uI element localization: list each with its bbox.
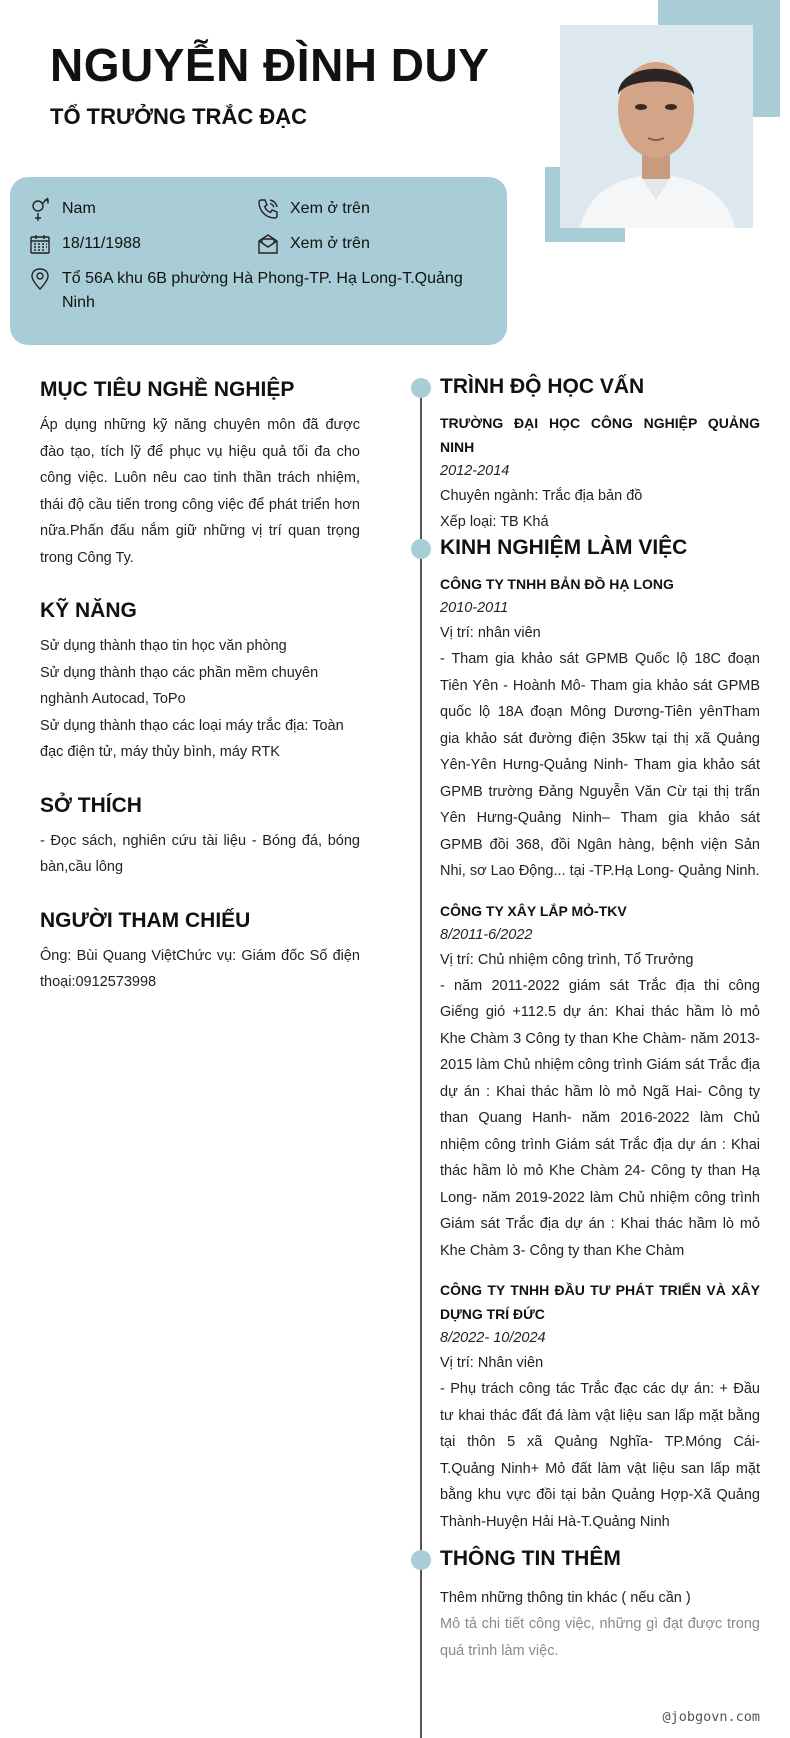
- job-description: - năm 2011-2022 giám sát Trắc địa thi công Giếng gió +112.5 dự án: Khai thác hầm lò mỏ Khe Chàm 3 Công ty than Khe Chàm- năm 2013-2015 làm Chủ nhiệm công trình Giám sát Trắc địa dự án : Khai thác hầm lò mỏ Ngã Hai- Công ty than Quang Hanh- năm 2016-2022 làm Chủ nhiệm công trình Giám sát Trắc địa dự án : Khai thác hầm lò mỏ Khe Chàm 24- Công ty than Hạ Long- năm 2019-2022 làm Chủ nhiệm công trình Giám sát Trắc địa dự án : Khai thác hầm lò mỏ Khe Chàm 3- Công ty than Khe Chàm: [440, 977, 760, 1259]
- skill-item: Sử dụng thành thạo các loại máy trắc địa: Toàn đạc điện tử, máy thủy bình, máy RTK: [40, 717, 344, 760]
- contact-gender: [28, 197, 96, 221]
- job-period: 8/2011-6/2022: [440, 926, 533, 943]
- job-period: 8/2022- 10/2024: [440, 1330, 546, 1346]
- job-company: CÔNG TY XÂY LẮP MỎ-TKV: [440, 902, 627, 919]
- experience-title: KINH NGHIỆM LÀM VIỆC: [440, 536, 688, 559]
- footer-watermark: @jobgovn.com: [662, 1709, 760, 1725]
- extra-section: [440, 1547, 760, 1664]
- profile-photo-illustration: [560, 25, 753, 228]
- timeline-line: [420, 388, 422, 1738]
- candidate-job-title: TỔ TRƯỞNG TRẮC ĐẠC: [50, 104, 307, 129]
- objective-section: [40, 378, 360, 571]
- left-column: [40, 378, 360, 1024]
- job-company: CÔNG TY TNHH BẢN ĐỒ HẠ LONG: [440, 576, 674, 592]
- envelope-icon: [256, 232, 280, 256]
- objective-text: Áp dụng những kỹ năng chuyên môn đã được đào tạo, tích lỹ để phục vụ hiệu quả tối đa cho công việc. Luôn nêu cao tinh thần trách nhiệm, thái độ cầu tiến trong công việc để phát triển hơn nữa.Phấn đấu nắm giữ những vị trí quan trọng trong Công Ty.: [40, 417, 360, 566]
- experience-job: [440, 1278, 760, 1535]
- job-position: Vị trí: Nhân viên: [440, 1355, 544, 1371]
- timeline-dot-experience: [411, 539, 431, 559]
- objective-title: MỤC TIÊU NGHỀ NGHIỆP: [40, 378, 295, 401]
- email-value: Xem ở trên: [290, 235, 370, 252]
- education-school: TRƯỜNG ĐẠI HỌC CÔNG NGHIỆP QUẢNG NINH: [440, 415, 760, 455]
- job-position: Vị trí: nhân viên: [440, 625, 541, 641]
- gender-icon: [28, 197, 52, 221]
- job-period: 2010-2011: [440, 600, 509, 616]
- gender-value: Nam: [62, 200, 96, 217]
- job-description: - Tham gia khảo sát GPMB Quốc lộ 18C đoạn Tiên Yên - Hoành Mô- Tham gia khảo sát GPMB quốc lộ 18A đoạn Mông Dương-Tiên yênTham gia khảo sát đường điện 35kw tại thị xã Quảng Yên-Yên Hưng-Quảng Ninh- Tham gia khảo sát GPMB trường Đảng Nguyễn Văn Cừ tại thị trấn Yên Hưng-Quảng Ninh– Tham gia khảo sát GPMB đồi 368, đồi Ngân hàng, bệnh viện Sản Nhi, sơ Lao Động... tại -TP.Hạ Long- Quảng Ninh.: [440, 651, 760, 879]
- hobbies-text: - Đọc sách, nghiên cứu tài liệu - Bóng đá, bóng bàn,cầu lông: [40, 832, 360, 875]
- education-title: TRÌNH ĐỘ HỌC VẤN: [440, 375, 645, 398]
- contact-dob: [28, 232, 141, 256]
- address-value: Tổ 56A khu 6B phường Hà Phong-TP. Hạ Long-T.Quảng Ninh: [62, 270, 463, 311]
- experience-section: [440, 536, 760, 1535]
- reference-section: [40, 909, 360, 996]
- profile-photo: [560, 25, 753, 228]
- education-major: Chuyên ngành: Trắc địa bản đồ: [440, 488, 643, 504]
- extra-line: Thêm những thông tin khác ( nếu cần ): [440, 1590, 691, 1606]
- extra-title: THÔNG TIN THÊM: [440, 1547, 621, 1570]
- skill-item: Sử dụng thành thạo các phần mềm chuyên nghành Autocad, ToPo: [40, 664, 319, 707]
- education-rank: Xếp loại: TB Khá: [440, 514, 549, 530]
- skill-item: Sử dụng thành thạo tin học văn phòng: [40, 638, 287, 654]
- hobbies-title: SỞ THÍCH: [40, 793, 142, 817]
- education-section: [440, 375, 760, 535]
- phone-value: Xem ở trên: [290, 200, 370, 217]
- dob-value: 18/11/1988: [62, 235, 141, 252]
- contact-box: [10, 177, 507, 345]
- timeline-dot-education: [411, 378, 431, 398]
- job-description: - Phụ trách công tác Trắc đạc các dự án: + Đầu tư khai thác đất đá làm vật liệu san lấp mặt bằng tại thôn 5 xã Quảng Nghĩa- TP.Móng Cái-T.Quảng Ninh+ Mỏ đất làm vật liệu san lấp mặt bằng khu vực đồi tại bản Quảng Hợp-Xã Quảng Thành-Huyện Hải Hà-T.Quảng Ninh: [440, 1381, 760, 1530]
- timeline-dot-extra: [411, 1550, 431, 1570]
- contact-phone: [256, 197, 370, 221]
- hobbies-section: [40, 794, 360, 881]
- education-period: 2012-2014: [440, 463, 510, 479]
- phone-icon: [256, 197, 280, 221]
- skills-title: KỸ NĂNG: [40, 599, 137, 622]
- job-position: Vị trí: Chủ nhiệm công trình, Tổ Trưởng: [440, 951, 694, 968]
- contact-email: [256, 232, 370, 256]
- location-pin-icon: [28, 267, 52, 291]
- experience-job: [440, 572, 760, 885]
- calendar-icon: [28, 232, 52, 256]
- experience-job: [440, 899, 760, 1265]
- contact-address: [28, 267, 488, 315]
- skills-section: [40, 599, 360, 766]
- reference-text: Ông: Bùi Quang ViệtChức vụ: Giám đốc Số điện thoại:0912573998: [40, 947, 360, 990]
- extra-hint: Mô tả chi tiết công việc, những gì đạt được trong quá trình làm việc.: [440, 1616, 760, 1659]
- reference-title: NGƯỜI THAM CHIẾU: [40, 908, 251, 932]
- candidate-name: NGUYỄN ĐÌNH DUY: [50, 39, 490, 91]
- job-company: CÔNG TY TNHH ĐẦU TƯ PHÁT TRIỂN VÀ XÂY DỰNG TRÍ ĐỨC: [440, 1282, 760, 1322]
